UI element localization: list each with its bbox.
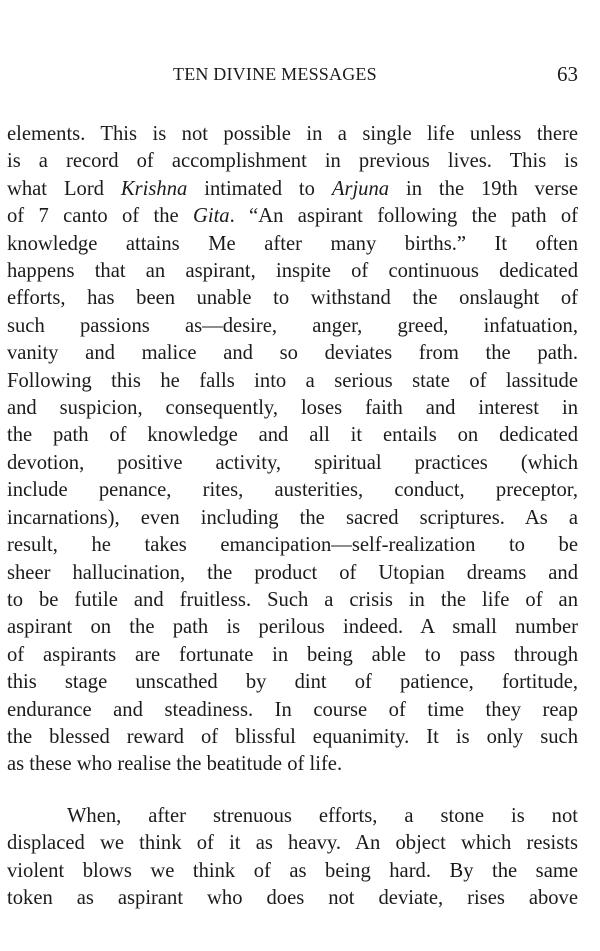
text-line: of 7 canto of the Gita. “An aspirant following the path of <box>7 205 579 228</box>
text-line: is a record of accomplishment in previous lives. This is <box>7 150 578 173</box>
running-head <box>0 64 600 94</box>
running-title: TEN DIVINE MESSAGES <box>173 64 377 84</box>
text-line: this stage unscathed by dint of patience, fortitude, <box>7 671 578 694</box>
text-line: and suspicion, consequently, loses faith and interest in <box>7 397 578 420</box>
text-line: elements. This is not possible in a single life unless there <box>7 123 578 145</box>
text-line: the path of knowledge and all it entails on dedicated <box>7 424 578 447</box>
body-text <box>7 121 578 912</box>
text-line: violent blows we think of as being hard. By the same <box>7 859 578 882</box>
text-line: token as aspirant who does not deviate, rises above <box>7 886 578 909</box>
text-line: Following this he falls into a serious state of lassitude <box>7 369 578 392</box>
italic-name: Arjuna <box>331 177 390 200</box>
text-line: knowledge attains Me after many births.” It often <box>7 232 578 255</box>
text-line: of aspirants are fortunate in being able to pass through <box>7 643 578 666</box>
paragraph-2 <box>7 803 578 913</box>
text-line: what Lord Krishna intimated to Arjuna in the 19th verse <box>7 177 578 200</box>
italic-title: Gita <box>192 205 230 228</box>
text-line: endurance and steadiness. In course of time they reap <box>7 698 578 721</box>
italic-name: Krishna <box>120 177 188 200</box>
text-line: efforts, has been unable to withstand the onslaught of <box>7 287 578 310</box>
text-line: such passions as—desire, anger, greed, infatuation, <box>7 314 578 337</box>
text-line: incarnations), even including the sacred scriptures. As a <box>7 506 578 529</box>
text-line: aspirant on the path is perilous indeed. A small number <box>7 616 578 639</box>
text-line: happens that an aspirant, inspite of continuous dedicated <box>7 260 578 283</box>
paragraph-1 <box>7 121 578 779</box>
text-line: include penance, rites, austerities, conduct, preceptor, <box>7 479 578 502</box>
text-line: as these who realise the beatitude of life. <box>7 753 343 776</box>
text-line: to be futile and fruitless. Such a crisis in the life of an <box>7 588 578 611</box>
text-line: the blessed reward of blissful equanimity. It is only such <box>7 725 578 748</box>
text-line: displaced we think of it as heavy. An object which resists <box>7 832 578 855</box>
text-line: vanity and malice and so deviates from the path. <box>7 342 578 365</box>
text-line: sheer hallucination, the product of Utopian dreams and <box>7 561 578 584</box>
text-line: When, after strenuous efforts, a stone is not <box>67 804 578 827</box>
page-number: 63 <box>557 62 578 86</box>
text-line: result, he takes emancipation—self-realization to be <box>7 534 578 557</box>
text-line: devotion, positive activity, spiritual practices (which <box>7 451 578 474</box>
